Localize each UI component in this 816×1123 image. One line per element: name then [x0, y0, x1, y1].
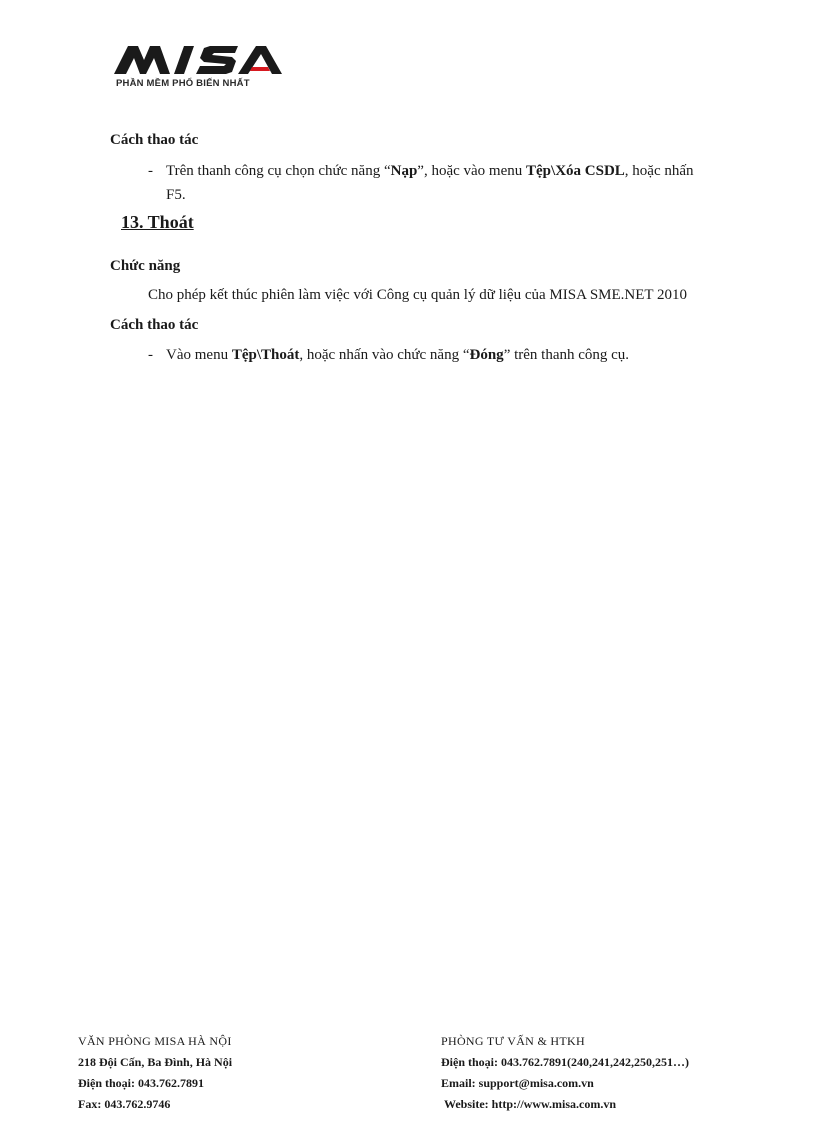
prev-step-continuation: F5.	[166, 187, 186, 203]
tep-thoat-term: Tệp\Thoát	[231, 347, 300, 363]
bullet-dash: -	[148, 347, 153, 363]
step-item: - Vào menu Tệp\Thoát, hoặc nhấn vào chức năng “Đóng” trên thanh công cụ.	[148, 343, 629, 367]
how-heading: Cách thao tác	[110, 317, 199, 333]
footer-support-website: Website: http://www.misa.com.vn	[444, 1097, 616, 1111]
nap-term: Nạp	[390, 163, 418, 179]
dong-term: Đóng	[469, 347, 504, 363]
footer-office-phone: Điện thoại: 043.762.7891	[78, 1076, 204, 1090]
section-title: 13. Thoát	[121, 212, 194, 232]
footer-support-dept: PHÒNG TƯ VẤN & HTKH	[441, 1034, 585, 1048]
bullet-dash: -	[148, 163, 153, 179]
misa-logo-mark	[112, 40, 284, 76]
footer-office-address: 218 Đội Cấn, Ba Đình, Hà Nội	[78, 1055, 233, 1069]
xoa-csdl-term: Tệp\Xóa CSDL	[526, 163, 625, 179]
logo-tagline: PHẦN MỀM PHỔ BIẾN NHẤT	[116, 78, 250, 89]
footer-office-name: VĂN PHÒNG MISA HÀ NỘI	[78, 1034, 232, 1048]
footer-right	[441, 1031, 689, 1115]
prev-step-item: - Trên thanh công cụ chọn chức năng “Nạp”, hoặc vào menu Tệp\Xóa CSDL, hoặc nhấn	[148, 159, 694, 183]
footer-support-email: Email: support@misa.com.vn	[441, 1076, 594, 1090]
footer-office-fax: Fax: 043.762.9746	[78, 1097, 171, 1111]
function-heading: Chức năng	[110, 258, 181, 274]
prev-how-heading: Cách thao tác	[110, 132, 199, 148]
footer-support-phone: Điện thoại: 043.762.7891(240,241,242,250,251…)	[441, 1055, 689, 1069]
function-description: Cho phép kết thúc phiên làm việc với Công cụ quản lý dữ liệu của MISA SME.NET 2010	[148, 287, 688, 303]
footer-left	[78, 1031, 232, 1115]
misa-logo	[112, 40, 284, 96]
